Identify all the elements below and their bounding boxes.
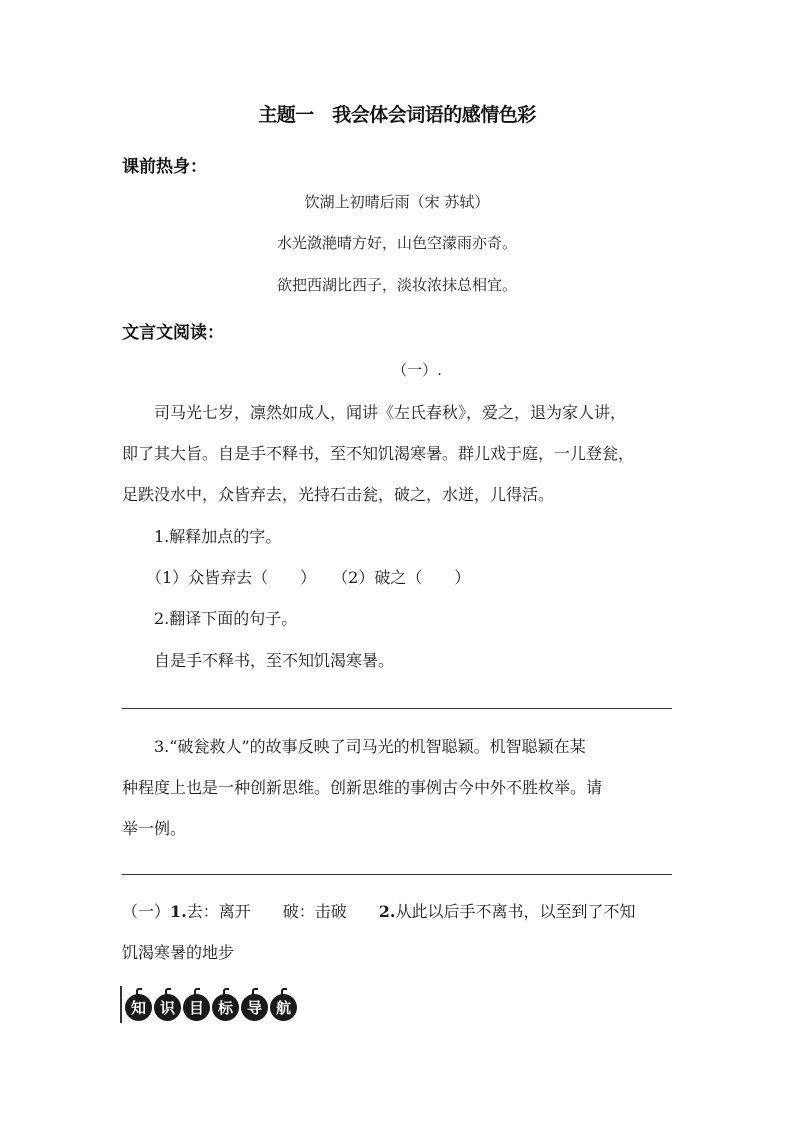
answer-blank-line <box>122 708 672 709</box>
question-3-line: 举一例。 <box>122 819 187 838</box>
answer-text: 去：离开 破：击破 <box>186 902 379 921</box>
answer-key-line: 饥渴寒暑的地步 <box>122 943 235 962</box>
question-1-items: （1）众皆弃去（ ） （2）破之（ ） <box>122 568 471 587</box>
poem-line: 欲把西湖比西子，淡妆浓抹总相宜。 <box>276 276 517 294</box>
poem-title: 饮湖上初晴后雨（宋 苏轼） <box>304 193 490 211</box>
question-1: 1.解释加点的字。 <box>122 527 282 546</box>
page-title: 主题一 我会体会词语的感情色彩 <box>258 104 536 126</box>
banner-badge: 标 <box>212 994 239 1021</box>
banner-badge: 识 <box>154 994 181 1021</box>
knowledge-goal-banner <box>120 986 299 1023</box>
poem-line: 水光潋滟晴方好，山色空濛雨亦奇。 <box>276 234 517 252</box>
passage-line: 司马光七岁，凛然如成人，闻讲《左氏春秋》，爱之，退为家人讲， <box>122 403 627 422</box>
reading-heading: 文言文阅读： <box>122 323 224 343</box>
passage-line: 足跌没水中，众皆弃去，光持石击瓮，破之，水迸，儿得活。 <box>122 485 555 504</box>
banner-badge: 航 <box>270 994 297 1021</box>
answer-prefix: （一） <box>122 902 171 921</box>
answer-blank-line <box>122 874 672 875</box>
warmup-heading: 课前热身： <box>122 157 207 177</box>
question-2: 2.翻译下面的句子。 <box>122 609 298 628</box>
question-3-line: 3.“破瓮救人”的故事反映了司马光的机智聪颖。机智聪颖在某 <box>122 737 586 756</box>
question-2-sentence: 自是手不释书，至不知饥渴寒暑。 <box>122 651 395 670</box>
banner-badge: 导 <box>241 994 268 1021</box>
answer-key-line <box>122 899 635 922</box>
banner-badge: 目 <box>183 994 210 1021</box>
answer-num: 2. <box>378 902 396 921</box>
question-3-line: 种程度上也是一种创新思维。创新思维的事例古今中外不胜枚举。请 <box>122 778 603 797</box>
answer-num: 1. <box>170 902 187 921</box>
answer-text: 从此以后手不离书，以至到了不知 <box>395 902 636 921</box>
banner-badge: 知 <box>125 994 152 1021</box>
section-label: （一）. <box>392 361 442 379</box>
passage-line: 即了其大旨。自是手不释书，至不知饥渴寒暑。群儿戏于庭，一儿登瓮， <box>122 444 635 463</box>
